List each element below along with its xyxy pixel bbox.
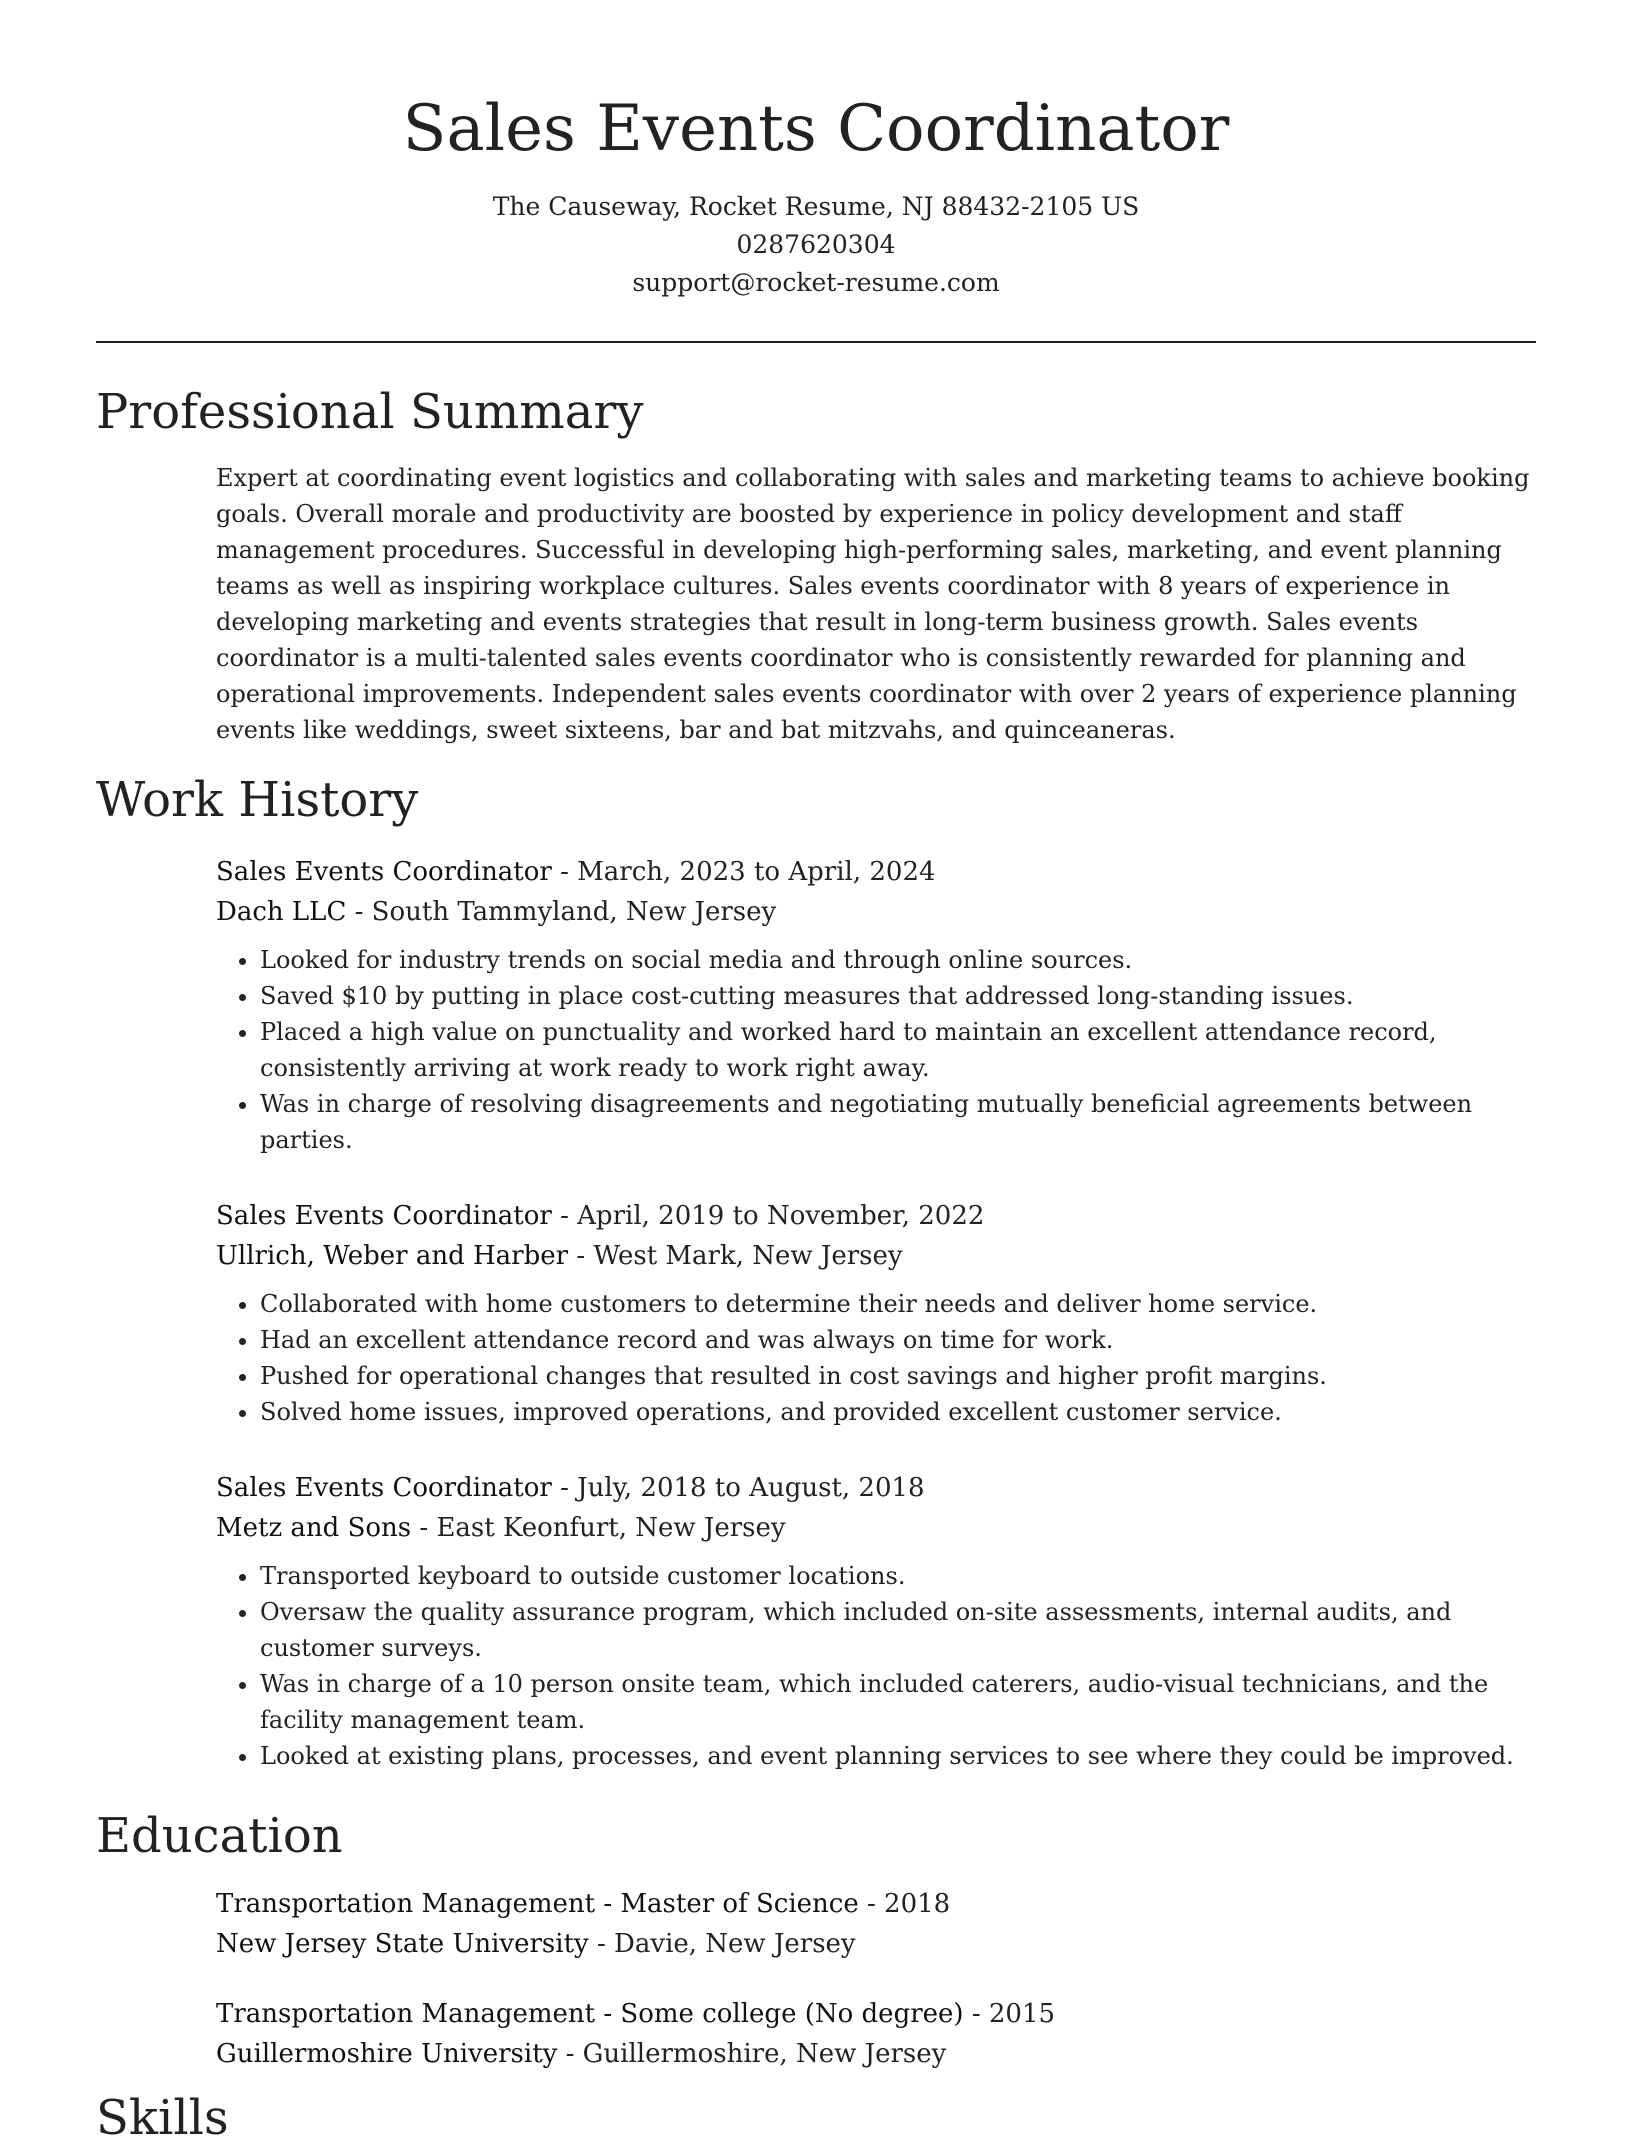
skills-heading: Skills [96,2090,229,2146]
job-dates: - April, 2019 to November, 2022 [551,1201,985,1231]
education-school: Guillermoshire University [216,2039,558,2069]
job-title-line [216,1196,1536,1236]
education-entry [216,1884,1536,1964]
job-company: Ullrich, Weber and Harber [216,1241,569,1271]
address-text: The Causeway, Rocket Resume, NJ 88432-2105 US [492,192,1140,221]
job-bullet: • Saved $10 by putting in place cost-cutting measures that addressed long-standing issues. [260,978,1536,1014]
education-degree-line [216,1884,1536,1924]
education-entry [216,1994,1536,2074]
job-location: - West Mark, New Jersey [568,1241,903,1271]
job-bullet: • Looked at existing plans, processes, and event planning services to see where they could be improved. [260,1738,1536,1774]
education-field: Transportation Management [216,1889,596,1919]
job-company: Metz and Sons [216,1513,412,1543]
education-year: - 2018 [858,1889,951,1919]
job-entry [216,1196,1536,1430]
job-bullets [216,942,1536,1158]
job-role: Sales Events Coordinator [216,857,552,887]
job-bullet: • Looked for industry trends on social media and through online sources. [260,942,1536,978]
job-dates: - March, 2023 to April, 2024 [551,857,936,887]
job-company-line [216,892,1536,932]
education-degree-line [216,1994,1536,2034]
summary-heading: Professional Summary [96,384,644,440]
education-school: New Jersey State University [216,1929,589,1959]
job-bullet: • Pushed for operational changes that resulted in cost savings and higher profit margins. [260,1358,1536,1394]
candidate-name: Sales Events Coordinator [402,92,1230,166]
job-bullets [216,1286,1536,1430]
job-entry [216,852,1536,1158]
job-bullets [216,1558,1536,1774]
job-role: Sales Events Coordinator [216,1473,552,1503]
education-field: Transportation Management [216,1999,596,2029]
job-bullet: • Transported keyboard to outside customer locations. [260,1558,1536,1594]
job-bullet: • Oversaw the quality assurance program, which included on-site assessments, internal audits, and customer surveys. [260,1594,1536,1666]
education-location: - Davie, New Jersey [588,1929,856,1959]
job-company-line [216,1236,1536,1276]
summary-section [216,460,1536,748]
job-bullet: • Was in charge of resolving disagreements and negotiating mutually beneficial agreements between parties. [260,1086,1536,1158]
job-title-line [216,1468,1536,1508]
job-dates: - July, 2018 to August, 2018 [551,1473,925,1503]
job-bullet: • Was in charge of a 10 person onsite team, which included caterers, audio-visual technicians, and the facility management team. [260,1666,1536,1738]
job-bullet: • Collaborated with home customers to determine their needs and deliver home service. [260,1286,1536,1322]
work-history-heading: Work History [96,772,419,828]
contact-info [96,188,1536,302]
job-location: - East Keonfurt, New Jersey [411,1513,786,1543]
job-company-line [216,1508,1536,1548]
skills-heading-clip [0,2080,1632,2146]
job-role: Sales Events Coordinator [216,1201,552,1231]
email-text: support@rocket-resume.com [632,268,1000,297]
education-degree: - Some college (No degree) [595,1999,964,2029]
job-entry [216,1468,1536,1774]
education-school-line [216,1924,1536,1964]
summary-text: Expert at coordinating event logistics and collaborating with sales and marketing teams to achieve booking goals. Overall morale and productivity are boosted by experience in policy development and staff management procedures. Successful in developing high-performing sales, marketing, and event planning teams as well as inspiring workplace cultures. Sales events coordinator with 8 years of experience in developing marketing and events strategies that result in long-term business growth. Sales events coordinator is a multi-talented sales events coordinator who is consistently rewarded for planning and operational improvements. Independent sales events coordinator with over 2 years of experience planning events like weddings, sweet sixteens, bar and bat mitzvahs, and quinceaneras. [216,464,1530,744]
job-location: - South Tammyland, New Jersey [346,897,777,927]
job-bullet: • Had an excellent attendance record and was always on time for work. [260,1322,1536,1358]
education-year: - 2015 [963,1999,1056,2029]
education-location: - Guillermoshire, New Jersey [557,2039,947,2069]
education-degree: - Master of Science [595,1889,859,1919]
education-heading: Education [96,1808,343,1864]
education-school-line [216,2034,1536,2074]
job-bullet: • Solved home issues, improved operations, and provided excellent customer service. [260,1394,1536,1430]
resume-header [96,84,1536,302]
job-title-line [216,852,1536,892]
header-divider [96,341,1536,343]
phone-text: 0287620304 [736,230,896,259]
job-company: Dach LLC [216,897,347,927]
job-bullet: • Placed a high value on punctuality and worked hard to maintain an excellent attendance record, consistently arriving at work ready to work right away. [260,1014,1536,1086]
